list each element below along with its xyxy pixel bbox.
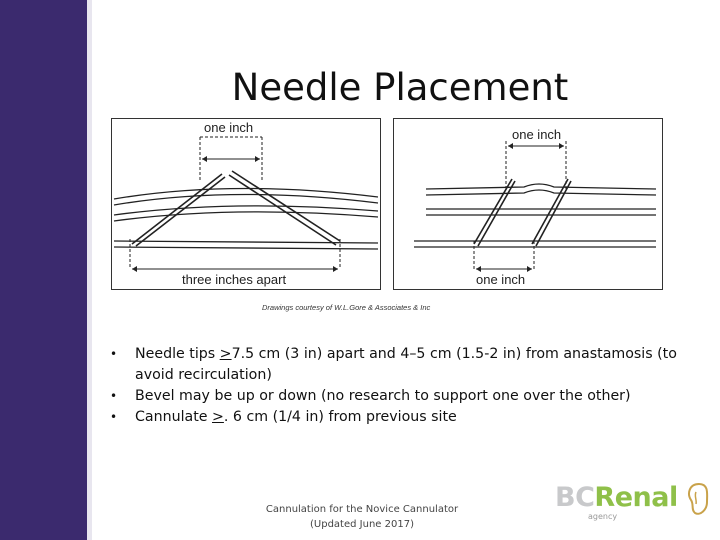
footer-line-2: (Updated June 2017) bbox=[310, 519, 414, 530]
logo-wordmark bbox=[555, 482, 678, 513]
bullet-text-cont: 7.5 cm (3 in) apart and 4–5 cm (1.5-2 in) from anastamosis (to avoid recirculation) bbox=[135, 346, 677, 383]
bullet-marker: • bbox=[110, 347, 118, 361]
figure-needles-close bbox=[393, 118, 663, 290]
figure-left-top-label: one inch bbox=[204, 120, 254, 135]
slide-footer bbox=[262, 502, 462, 532]
figure-right-top-label: one inch bbox=[512, 127, 562, 142]
bullet-marker: • bbox=[110, 410, 118, 424]
bullet-item bbox=[110, 386, 690, 407]
bullet-item bbox=[110, 344, 690, 386]
bullet-text: Bevel may be up or down (no research to support one over the other) bbox=[135, 388, 631, 404]
bullet-text: Needle tips bbox=[135, 346, 220, 362]
sidebar-band bbox=[0, 0, 87, 540]
logo-bc: BC bbox=[555, 482, 595, 513]
bullet-text-cont: . 6 cm (1/4 in) from previous site bbox=[223, 409, 457, 425]
bullet-symbol: > bbox=[212, 409, 224, 425]
footer-line-1: Cannulation for the Novice Cannulator bbox=[265, 504, 459, 515]
bullet-list bbox=[110, 344, 690, 428]
slide-title: Needle Placement bbox=[231, 66, 569, 109]
figure-credit: Drawings courtesy of W.L.Gore & Associates & Inc bbox=[262, 303, 431, 312]
bullet-marker: • bbox=[110, 389, 118, 403]
bullet-symbol: > bbox=[219, 346, 232, 362]
figure-needles-apart bbox=[111, 118, 381, 290]
bullet-text: Cannulate bbox=[135, 409, 213, 425]
logo-agency: agency bbox=[588, 512, 618, 521]
figure-right-bottom-label: one inch bbox=[476, 272, 526, 287]
figure-left-bottom-label: three inches apart bbox=[182, 272, 287, 287]
logo-renal: Renal bbox=[594, 482, 678, 513]
sidebar-edge bbox=[87, 0, 92, 540]
kidney-logo-icon bbox=[685, 482, 711, 516]
bcrenal-logo bbox=[555, 478, 715, 528]
bullet-item bbox=[110, 407, 690, 428]
